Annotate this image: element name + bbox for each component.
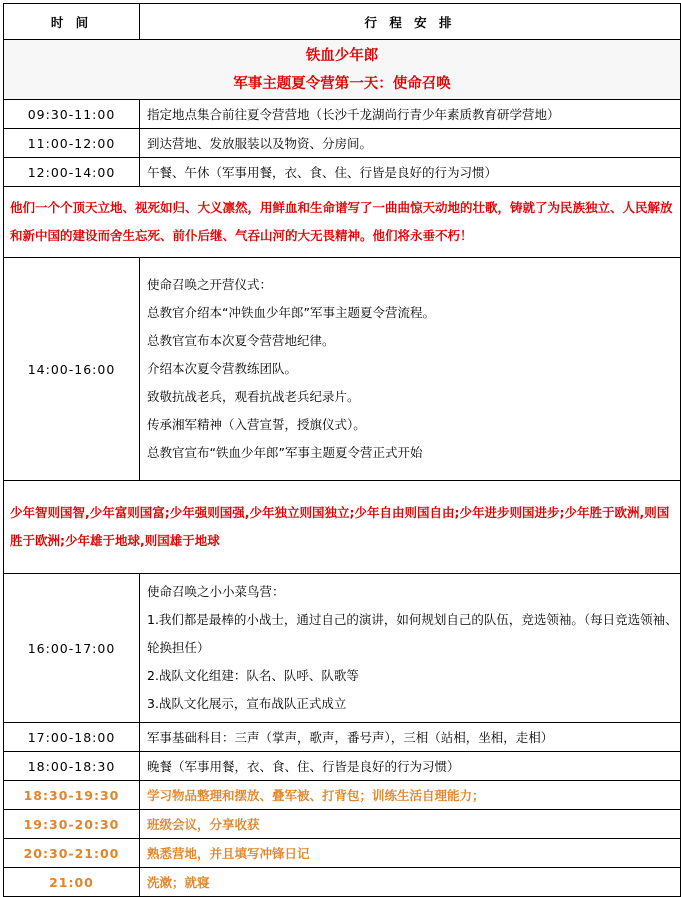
- table-row: [4, 839, 681, 868]
- table-row: [4, 129, 681, 158]
- table-row: [4, 752, 681, 781]
- list-item: 总教官宣布本次夏令营营地纪律。: [147, 333, 335, 348]
- quote-heroes: 他们一个个顶天立地、视死如归、大义凛然，用鲜血和生命谱写了一曲曲惊天动地的壮歌，铸就了为民族独立、人民解放和新中国的建设而舍生忘死、前仆后继、气吞山河的大无畏精神。他们将永垂不朽！: [4, 187, 681, 258]
- list-item: 使命召唤之开营仪式：: [147, 277, 273, 292]
- activity-cell: 班级会议，分享收获: [140, 810, 681, 839]
- time-cell: 21:00: [4, 868, 140, 897]
- table-row-opening: [4, 258, 681, 481]
- list-item: 3.战队文化展示，宣布战队正式成立: [147, 696, 347, 711]
- time-cell: 19:30-20:30: [4, 810, 140, 839]
- time-cell: 11:00-12:00: [4, 129, 140, 158]
- activity-cell: 熟悉营地，并且填写冲锋日记: [140, 839, 681, 868]
- activity-cell: 到达营地、发放服装以及物资、分房间。: [140, 129, 681, 158]
- list-item: 使命召唤之小小菜鸟营：: [147, 584, 285, 599]
- schedule-table: [3, 3, 681, 897]
- header-row: [4, 4, 681, 40]
- table-row-camp: [4, 574, 681, 723]
- list-item: 总教官介绍本“冲铁血少年郎”军事主题夏令营流程。: [147, 305, 435, 320]
- activity-cell: 晚餐（军事用餐，衣、食、住、行皆是良好的行为习惯）: [140, 752, 681, 781]
- activity-cell: 学习物品整理和摆放、叠军被、打背包；训练生活自理能力；: [140, 781, 681, 810]
- time-cell: 18:00-18:30: [4, 752, 140, 781]
- quote-row: [4, 481, 681, 574]
- time-cell: 16:00-17:00: [4, 574, 140, 723]
- time-cell: 18:30-19:30: [4, 781, 140, 810]
- time-header: 时 间: [4, 4, 140, 40]
- camp-name: 铁血少年郎: [305, 47, 379, 64]
- list-item: 2.战队文化组建：队名、队呼、队歌等: [147, 668, 359, 683]
- list-item: 1.我们都是最棒的小战士，通过自己的演讲，如何规划自己的队伍，竞选领袖。（每日竞选领袖、轮换担任）: [147, 612, 678, 655]
- quote-row: [4, 187, 681, 258]
- time-cell: 14:00-16:00: [4, 258, 140, 481]
- list-item: 传承湘军精神（入营宣誓，授旗仪式）。: [147, 417, 366, 432]
- activity-cell: [140, 574, 681, 723]
- title-cell: [4, 40, 681, 100]
- table-row: [4, 781, 681, 810]
- time-cell: 17:00-18:00: [4, 723, 140, 752]
- list-item: 介绍本次夏令营教练团队。: [147, 361, 298, 376]
- time-cell: 20:30-21:00: [4, 839, 140, 868]
- schedule-header: 行 程 安 排: [140, 4, 681, 40]
- table-row: [4, 810, 681, 839]
- activity-cell: 洗漱；就寝: [140, 868, 681, 897]
- quote-youth: 少年智则国智,少年富则国富;少年强则国强,少年独立则国独立;少年自由则国自由;少年进步则国进步;少年胜于欧洲,则国胜于欧洲;少年雄于地球,则国雄于地球: [4, 481, 681, 574]
- schedule-page: [3, 3, 678, 890]
- activity-cell: 指定地点集合前往夏令营营地（长沙千龙湖尚行青少年素质教育研学营地）: [140, 100, 681, 129]
- time-cell: 09:30-11:00: [4, 100, 140, 129]
- list-item: 总教官宣布“铁血少年郎”军事主题夏令营正式开始: [147, 445, 423, 460]
- activity-cell: 军事基础科目：三声（掌声，歌声，番号声），三相（站相，坐相，走相）: [140, 723, 681, 752]
- table-row: [4, 158, 681, 187]
- activity-cell: 午餐、午休（军事用餐，衣、食、住、行皆是良好的行为习惯）: [140, 158, 681, 187]
- day-title: 军事主题夏令营第一天：使命召唤: [233, 75, 451, 92]
- table-row: [4, 100, 681, 129]
- table-row: [4, 868, 681, 897]
- time-cell: 12:00-14:00: [4, 158, 140, 187]
- activity-cell: [140, 258, 681, 481]
- title-row: [4, 40, 681, 100]
- table-row: [4, 723, 681, 752]
- list-item: 致敬抗战老兵，观看抗战老兵纪录片。: [147, 389, 360, 404]
